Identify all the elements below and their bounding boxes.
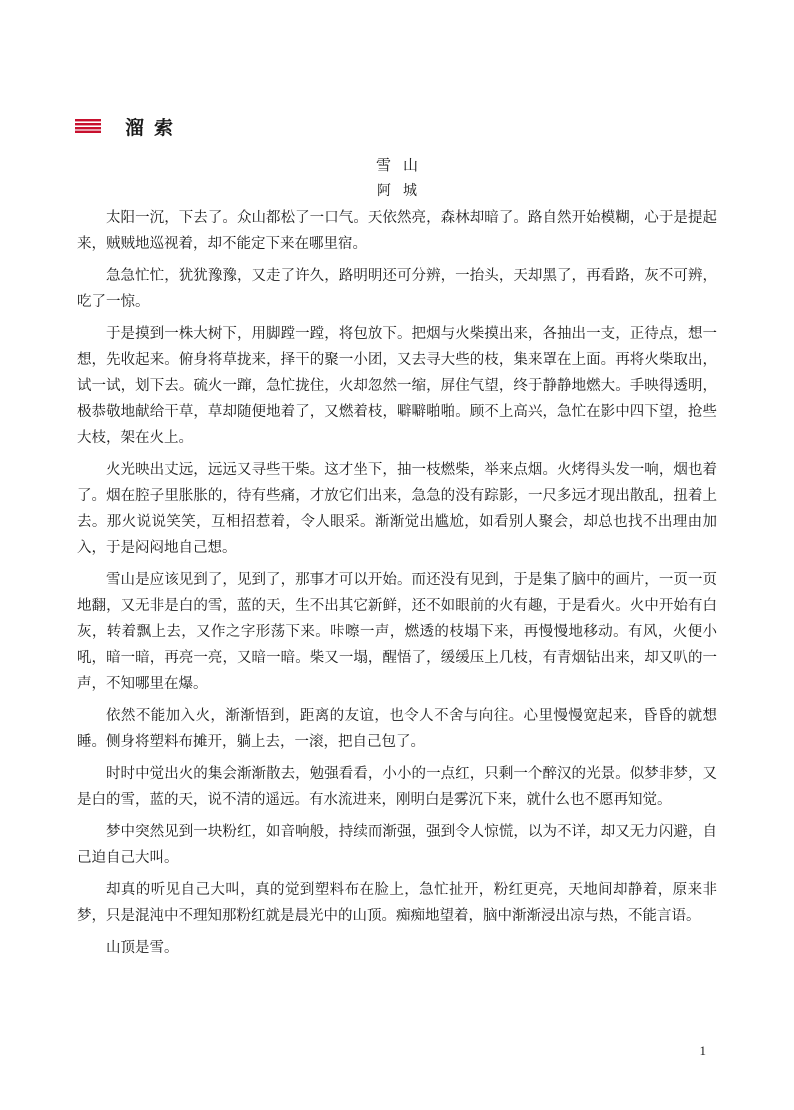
essay-body — [77, 205, 717, 967]
essay-author: 阿城 — [377, 183, 429, 199]
paragraph: 依然不能加入火，渐渐悟到，距离的友谊，也令人不舍与向往。心里慢慢宽起来，昏昏的就想睡。侧身将塑料布摊开，躺上去，一滚，把自己包了。 — [77, 708, 717, 750]
paragraph: 时时中觉出火的集会渐渐散去，勉强看看，小小的一点红，只剩一个醉汉的光景。似梦非梦，又是白的雪，蓝的天，说不清的遥远。有水流进来，刚明白是雾沉下来，就什么也不愿再知觉。 — [77, 766, 717, 808]
paragraph: 却真的听见自己大叫，真的觉到塑料布在脸上，急忙扯开，粉红更亮，天地间却静着，原来非梦，只是混沌中不理知那粉红就是晨光中的山顶。痴痴地望着，脑中渐渐浸出凉与热，不能言语。 — [77, 882, 717, 924]
page-number: 1 — [699, 1043, 706, 1058]
section-header — [75, 112, 183, 140]
paragraph: 太阳一沉，下去了。众山都松了一口气。天依然亮，森林却暗了。路自然开始模糊，心于是提起来，贼贼地巡视着，却不能定下来在哪里宿。 — [77, 210, 717, 252]
paragraph: 急急忙忙，犹犹豫豫，又走了许久，路明明还可分辨，一抬头，天却黑了，再看路，灰不可辨，吃了一惊。 — [77, 268, 717, 310]
section-stripes-icon — [75, 119, 101, 133]
paragraph: 于是摸到一株大树下，用脚蹚一蹚，将包放下。把烟与火柴摸出来，各抽出一支，正待点，想一想，先收起来。俯身将草拢来，择干的聚一小团，又去寻大些的枝，集来罩在上面。再将火柴取出，试一试，划下去。硫火一蹿，急忙拢住，火却忽然一缩，屏住气望，终于静静地燃大。手映得透明，极恭敬地献给干草，草却随便地着了，又燃着枝，噼噼啪啪。顾不上高兴，急忙在影中四下望，抢些大枝，架在火上。 — [77, 326, 717, 446]
paragraph: 梦中突然见到一块粉红，如音响般，持续而渐强，强到令人惊慌，以为不详，却又无力闪避，自己迫自己大叫。 — [77, 824, 717, 866]
essay-title: 雪山 — [375, 156, 430, 174]
section-title: 溜索 — [125, 116, 184, 139]
paragraph: 雪山是应该见到了，见到了，那事才可以开始。而还没有见到，于是集了脑中的画片，一页一页地翻，又无非是白的雪，蓝的天，生不出其它新鲜，还不如眼前的火有趣，于是看火。火中开始有白灰，转着飘上去，又作之字形荡下来。咔嚓一声，燃透的枝塌下来，再慢慢地移动。有风，火便小吼，暗一暗，再亮一亮，又暗一暗。柴又一塌，醒悟了，缓缓压上几枝，有青烟钻出来，却又叭的一声，不知哪里在爆。 — [77, 572, 717, 692]
paragraph: 山顶是雪。 — [106, 940, 179, 956]
paragraph: 火光映出丈远，远远又寻些干柴。这才坐下，抽一枝燃柴，举来点烟。火烤得头发一响，烟也着了。烟在腔子里胀胀的，待有些痛，才放它们出来，急急的没有踪影，一尺多远才现出散乱，扭着上去。那火说说笑笑，互相招惹着，令人眼采。渐渐觉出尴尬，如看别人聚会，却总也找不出理由加入，于是闷闷地自己想。 — [77, 462, 717, 556]
